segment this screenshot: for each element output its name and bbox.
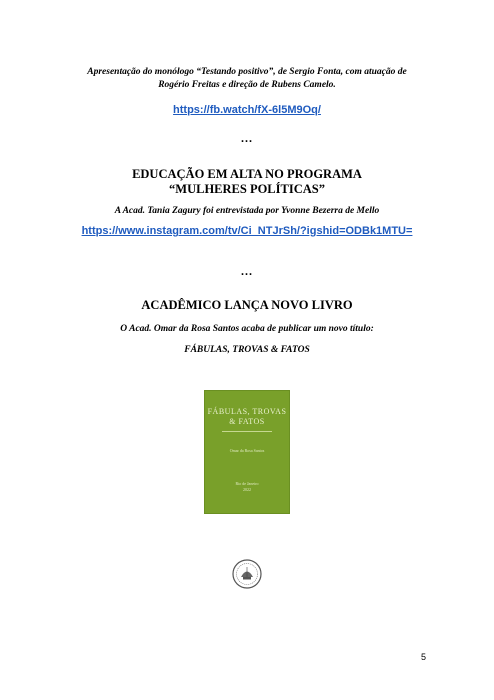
heading-line-1: EDUCAÇÃO EM ALTA NO PROGRAMA (132, 167, 362, 181)
book-cover-author: Omar da Rosa Santos (229, 448, 265, 453)
heading-line-2: “MULHERES POLÍTICAS” (169, 182, 325, 196)
intro-line-1: Apresentação do monólogo “Testando positivo”, de Sergio Fonta, com atuação de (87, 67, 407, 77)
book-cover-title (204, 407, 290, 427)
section-subtitle-education: A Acad. Tania Zagury foi entrevistada por Yvonne Bezerra de Mello (114, 206, 380, 216)
intro-text (40, 66, 454, 92)
page-number: 5 (421, 652, 427, 662)
facebook-video-link[interactable]: https://fb.watch/fX-6l5M9Oq/ (173, 104, 321, 116)
section-heading-new-book: ACADÊMICO LANÇA NOVO LIVRO (141, 298, 353, 312)
book-cover-title-line-2: & FATOS (229, 417, 265, 426)
book-cover-title-line-1: FÁBULAS, TROVAS (207, 407, 287, 416)
intro-line-2: Rogério Freitas e direção de Rubens Camelo. (158, 80, 336, 90)
book-cover-imprint (204, 481, 290, 493)
section-heading-education (40, 167, 454, 197)
book-title-text: FÁBULAS, TROVAS & FATOS (184, 345, 310, 355)
book-cover-place: Rio de Janeiro (235, 481, 259, 486)
instagram-video-link[interactable]: https://www.instagram.com/tv/Ci_NTJrSh/?igshid=ODBk1MTU= (81, 225, 413, 237)
section-subtitle-new-book: O Acad. Omar da Rosa Santos acaba de publicar um novo título: (120, 324, 374, 334)
separator: ... (241, 264, 253, 278)
book-cover-year: 2022 (243, 487, 251, 492)
academy-seal-icon (231, 558, 263, 590)
book-cover-image (204, 390, 290, 514)
separator: ... (241, 131, 253, 145)
book-cover-rule (222, 431, 272, 432)
